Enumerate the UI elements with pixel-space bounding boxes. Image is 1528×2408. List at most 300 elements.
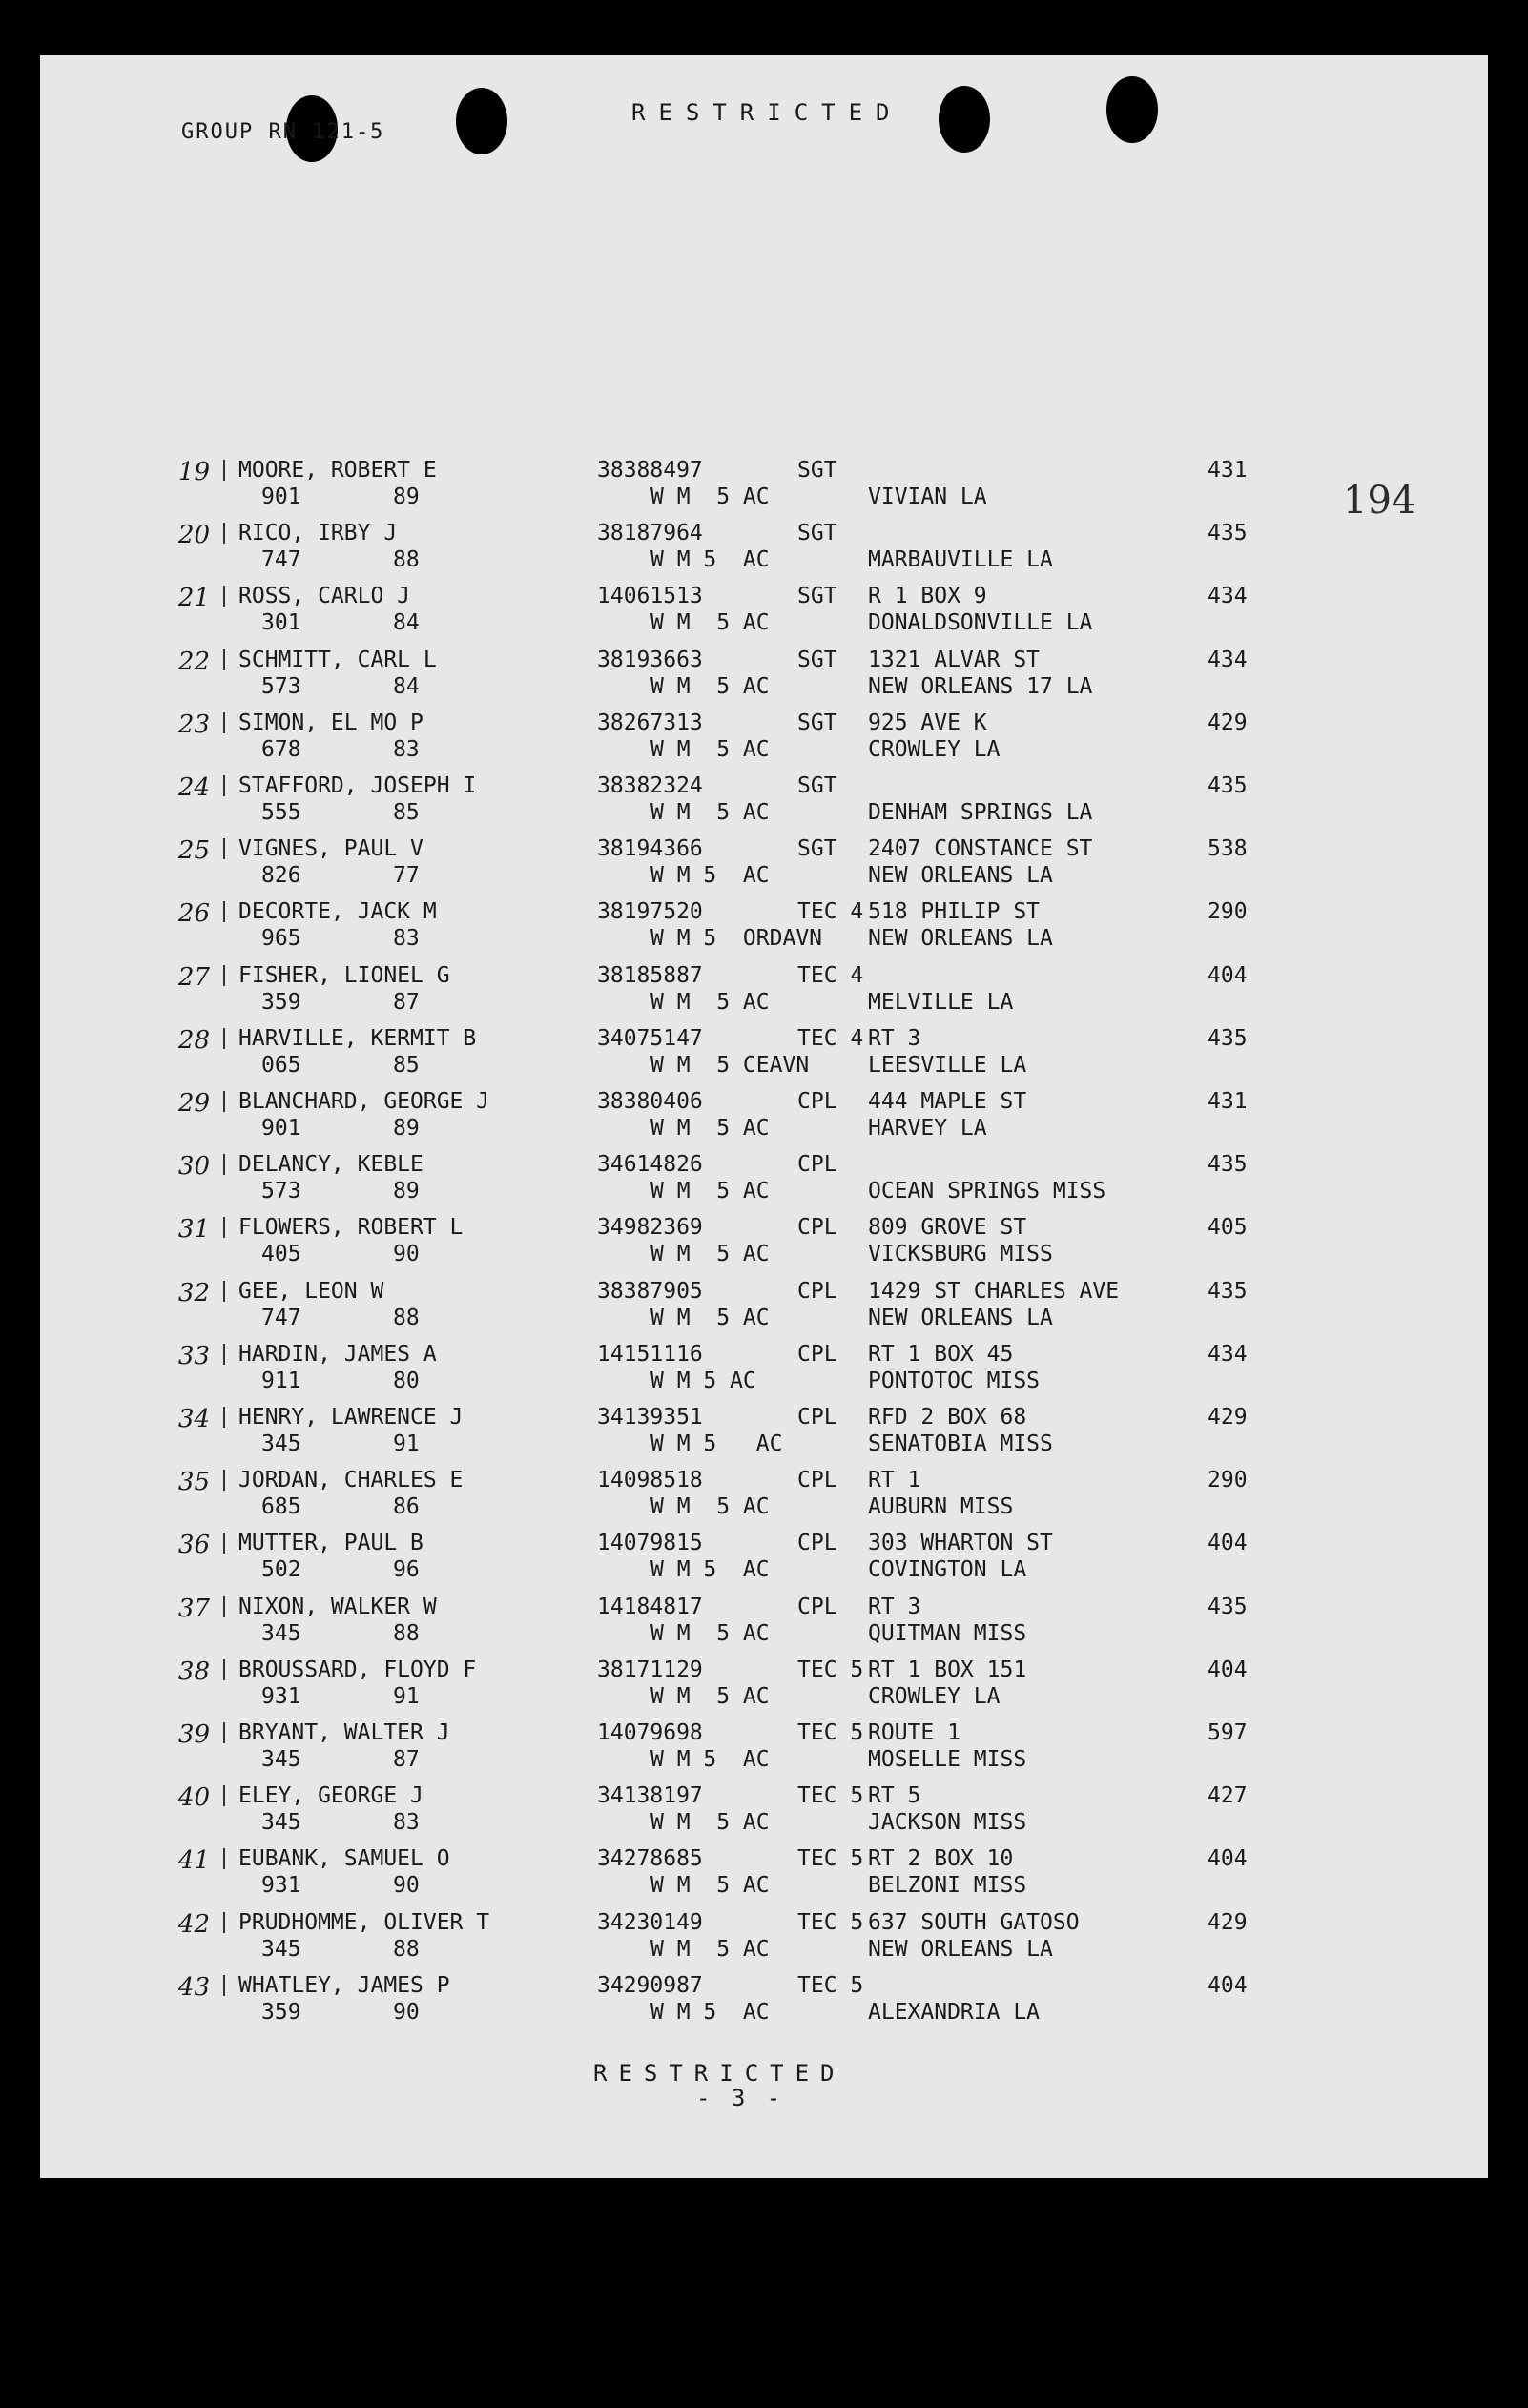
- entry-race-status: W M 5 AC: [650, 1683, 770, 1709]
- entry-code: 429: [1208, 1405, 1248, 1430]
- entry-name: FISHER, LIONEL G: [238, 962, 450, 988]
- entry-number: 31: [177, 1215, 210, 1245]
- entry-race-status: W M 5 AC: [650, 1810, 770, 1836]
- entry-rank: TEC 5: [797, 1909, 864, 1935]
- entry-name: RICO, IRBY J: [238, 521, 398, 546]
- entry-address-line1: RT 1 BOX 45: [868, 1341, 1014, 1367]
- entry-address-line1: R 1 BOX 9: [868, 584, 987, 609]
- entry-code: 290: [1208, 899, 1248, 925]
- roster-entry: [0, 1089, 1528, 1152]
- entry-rank: CPL: [797, 1468, 837, 1493]
- entry-code-b: 90: [393, 1242, 420, 1267]
- entry-race-status: W M 5 AC: [650, 989, 770, 1015]
- entry-race-status: W M 5 AC: [650, 610, 770, 636]
- entry-number: 43: [177, 1972, 210, 2002]
- entry-race-status: W M 5 AC: [650, 800, 770, 825]
- entry-code: 404: [1208, 1531, 1248, 1556]
- entry-address-line2: CROWLEY LA: [868, 736, 1001, 762]
- entry-divider: [223, 1407, 225, 1428]
- entry-code-a: 359: [261, 1999, 301, 2025]
- entry-code-a: 901: [261, 1116, 301, 1141]
- entry-code: 405: [1208, 1215, 1248, 1241]
- entry-code: 404: [1208, 1972, 1248, 1998]
- entry-code: 404: [1208, 1846, 1248, 1872]
- entry-address-line2: CROWLEY LA: [868, 1683, 1001, 1709]
- entry-race-status: W M 5 CEAVN: [650, 1052, 810, 1078]
- roster-entry: [0, 1468, 1528, 1531]
- entry-name: SIMON, EL MO P: [238, 710, 423, 735]
- entry-address-line2: OCEAN SPRINGS MISS: [868, 1179, 1106, 1204]
- entry-name: HARVILLE, KERMIT B: [238, 1025, 477, 1051]
- entry-divider: [223, 1217, 225, 1238]
- entry-rank: SGT: [797, 647, 837, 672]
- entry-number: 37: [177, 1594, 210, 1623]
- entry-race-status: W M 5 AC: [650, 1431, 783, 1456]
- roster-entry: [0, 458, 1528, 521]
- entry-code: 435: [1208, 773, 1248, 798]
- entry-code-a: 573: [261, 1179, 301, 1204]
- entry-name: EUBANK, SAMUEL O: [238, 1846, 450, 1872]
- entry-divider: [223, 901, 225, 922]
- entry-name: NIXON, WALKER W: [238, 1594, 437, 1619]
- entry-address-line2: MELVILLE LA: [868, 989, 1014, 1015]
- entry-code-b: 89: [393, 484, 420, 509]
- entry-serial: 14184817: [597, 1594, 703, 1619]
- entry-divider: [223, 460, 225, 481]
- entry-code: 435: [1208, 1594, 1248, 1619]
- entry-code-b: 91: [393, 1431, 420, 1456]
- entry-address-line2: VIVIAN LA: [868, 484, 987, 509]
- entry-rank: CPL: [797, 1089, 837, 1114]
- binder-hole-far-right: [1106, 76, 1158, 143]
- binder-hole-center: [456, 88, 507, 154]
- entry-race-status: W M 5 AC: [650, 1620, 770, 1646]
- entry-serial: 34139351: [597, 1405, 703, 1430]
- entry-code-a: 965: [261, 926, 301, 952]
- roster-entry: [0, 1152, 1528, 1215]
- entry-race-status: W M 5 AC: [650, 1873, 770, 1899]
- entry-code-b: 90: [393, 1873, 420, 1899]
- roster-entry: [0, 1531, 1528, 1594]
- entry-race-status: W M 5 AC: [650, 1936, 770, 1962]
- entry-address-line1: RT 1 BOX 151: [868, 1657, 1027, 1682]
- entry-race-status: W M 5 AC: [650, 1305, 770, 1330]
- entry-code-a: 931: [261, 1683, 301, 1709]
- header-restricted: RESTRICTED: [631, 99, 903, 126]
- roster-entry: [0, 1342, 1528, 1405]
- entry-code-a: 301: [261, 610, 301, 636]
- entry-name: GEE, LEON W: [238, 1278, 384, 1304]
- entry-code-b: 96: [393, 1557, 420, 1583]
- entry-code: 431: [1208, 1089, 1248, 1114]
- entry-address-line1: 1321 ALVAR ST: [868, 647, 1041, 672]
- entry-divider: [223, 1281, 225, 1302]
- entry-code-a: 359: [261, 989, 301, 1015]
- entry-address-line1: RT 5: [868, 1783, 921, 1809]
- entry-code-a: 685: [261, 1494, 301, 1520]
- entry-address-line1: 637 SOUTH GATOSO: [868, 1909, 1080, 1935]
- entry-address-line1: ROUTE 1: [868, 1720, 960, 1745]
- entry-rank: CPL: [797, 1594, 837, 1619]
- footer-page-number: - 3 -: [696, 2085, 785, 2111]
- entry-address-line2: QUITMAN MISS: [868, 1620, 1027, 1646]
- entry-code-a: 573: [261, 673, 301, 699]
- roster-entry: [0, 1657, 1528, 1720]
- entry-number: 30: [177, 1152, 210, 1182]
- entry-address-line2: VICKSBURG MISS: [868, 1242, 1053, 1267]
- entry-number: 29: [177, 1089, 210, 1118]
- entry-code-a: 901: [261, 484, 301, 509]
- entry-rank: TEC 4: [797, 899, 864, 925]
- entry-address-line1: RT 3: [868, 1025, 921, 1051]
- entry-name: STAFFORD, JOSEPH I: [238, 773, 477, 798]
- entry-name: SCHMITT, CARL L: [238, 647, 437, 672]
- entry-serial: 34230149: [597, 1909, 703, 1935]
- entry-code: 427: [1208, 1783, 1248, 1809]
- entry-code-b: 84: [393, 673, 420, 699]
- entry-code-a: 678: [261, 736, 301, 762]
- entry-code-a: 345: [261, 1810, 301, 1836]
- entry-code: 404: [1208, 962, 1248, 988]
- entry-name: FLOWERS, ROBERT L: [238, 1215, 464, 1241]
- entry-number: 35: [177, 1468, 210, 1497]
- entry-address-line1: 2407 CONSTANCE ST: [868, 836, 1093, 862]
- entry-divider: [223, 1091, 225, 1112]
- entry-serial: 14061513: [597, 584, 703, 609]
- entry-code: 538: [1208, 836, 1248, 862]
- entry-number: 28: [177, 1025, 210, 1055]
- entry-serial: 34614826: [597, 1152, 703, 1178]
- entry-rank: TEC 4: [797, 1025, 864, 1051]
- roster-entry: [0, 1910, 1528, 1973]
- entry-name: DECORTE, JACK M: [238, 899, 437, 925]
- entry-serial: 38387905: [597, 1278, 703, 1304]
- entry-address-line1: 444 MAPLE ST: [868, 1089, 1027, 1114]
- entry-address-line1: RT 1: [868, 1468, 921, 1493]
- entry-number: 34: [177, 1405, 210, 1433]
- entry-address-line2: BELZONI MISS: [868, 1873, 1027, 1899]
- roster-entry: [0, 521, 1528, 584]
- roster-entry: [0, 1783, 1528, 1846]
- entry-address-line1: 518 PHILIP ST: [868, 899, 1041, 925]
- entry-rank: SGT: [797, 521, 837, 546]
- entry-code: 429: [1208, 710, 1248, 735]
- entry-address-line1: RT 2 BOX 10: [868, 1846, 1014, 1872]
- entry-address-line1: RT 3: [868, 1594, 921, 1619]
- entry-rank: TEC 5: [797, 1720, 864, 1745]
- entry-serial: 14151116: [597, 1341, 703, 1367]
- entry-race-status: W M 5 AC: [650, 1179, 770, 1204]
- entry-rank: CPL: [797, 1405, 837, 1430]
- entry-code: 404: [1208, 1657, 1248, 1682]
- entry-code: 434: [1208, 647, 1248, 672]
- entry-number: 33: [177, 1341, 210, 1370]
- stamp-number: 194: [1343, 479, 1416, 523]
- roster-entry: [0, 648, 1528, 710]
- entry-address-line2: NEW ORLEANS 17 LA: [868, 673, 1093, 699]
- entry-address-line2: MARBAUVILLE LA: [868, 547, 1053, 573]
- entry-name: ELEY, GEORGE J: [238, 1783, 423, 1809]
- entry-code-a: 931: [261, 1873, 301, 1899]
- entry-serial: 34138197: [597, 1783, 703, 1809]
- entry-divider: [223, 712, 225, 733]
- entry-number: 36: [177, 1531, 210, 1560]
- entry-code-b: 87: [393, 989, 420, 1015]
- roster-entry: [0, 1215, 1528, 1278]
- entry-name: HENRY, LAWRENCE J: [238, 1405, 464, 1430]
- entry-divider: [223, 1596, 225, 1617]
- entry-name: BLANCHARD, GEORGE J: [238, 1089, 490, 1114]
- entry-rank: CPL: [797, 1531, 837, 1556]
- entry-code-b: 91: [393, 1683, 420, 1709]
- roster-entry: [0, 963, 1528, 1026]
- entry-number: 40: [177, 1783, 210, 1813]
- entry-code-b: 88: [393, 1620, 420, 1646]
- roster-entry: [0, 1720, 1528, 1783]
- entry-divider: [223, 649, 225, 670]
- entry-divider: [223, 1344, 225, 1365]
- entry-serial: 38267313: [597, 710, 703, 735]
- entry-code: 434: [1208, 1341, 1248, 1367]
- entry-number: 24: [177, 773, 210, 802]
- entry-code: 434: [1208, 584, 1248, 609]
- entry-code: 435: [1208, 1025, 1248, 1051]
- entry-address-line1: 1429 ST CHARLES AVE: [868, 1278, 1120, 1304]
- entry-number: 21: [177, 584, 210, 613]
- entry-divider: [223, 1722, 225, 1743]
- entry-divider: [223, 1975, 225, 1996]
- entry-code-b: 90: [393, 1999, 420, 2025]
- entry-code-b: 80: [393, 1368, 420, 1393]
- entry-code-b: 87: [393, 1747, 420, 1772]
- entry-race-status: W M 5 AC: [650, 1557, 770, 1583]
- entry-code: 290: [1208, 1468, 1248, 1493]
- entry-address-line2: AUBURN MISS: [868, 1494, 1014, 1520]
- entry-name: MUTTER, PAUL B: [238, 1531, 423, 1556]
- entry-address-line2: HARVEY LA: [868, 1116, 987, 1141]
- entry-rank: CPL: [797, 1152, 837, 1178]
- entry-code-b: 83: [393, 926, 420, 952]
- entry-number: 20: [177, 521, 210, 550]
- entry-serial: 38185887: [597, 962, 703, 988]
- entry-divider: [223, 1785, 225, 1806]
- entry-number: 39: [177, 1720, 210, 1749]
- entry-code-a: 555: [261, 800, 301, 825]
- entry-divider: [223, 775, 225, 796]
- roster-entry: [0, 899, 1528, 962]
- entry-race-status: W M 5 AC: [650, 863, 770, 889]
- entry-number: 25: [177, 836, 210, 866]
- entry-code-b: 85: [393, 1052, 420, 1078]
- entry-rank: SGT: [797, 458, 837, 483]
- entry-address-line1: 303 WHARTON ST: [868, 1531, 1053, 1556]
- roster-entry: [0, 836, 1528, 899]
- entry-number: 26: [177, 899, 210, 929]
- entry-divider: [223, 1659, 225, 1680]
- entry-address-line2: COVINGTON LA: [868, 1557, 1027, 1583]
- entry-serial: 14079698: [597, 1720, 703, 1745]
- binder-hole-right: [939, 86, 990, 153]
- entry-serial: 34075147: [597, 1025, 703, 1051]
- entry-rank: TEC 5: [797, 1657, 864, 1682]
- entry-code-a: 405: [261, 1242, 301, 1267]
- entry-code: 431: [1208, 458, 1248, 483]
- entry-rank: SGT: [797, 773, 837, 798]
- entry-name: DELANCY, KEBLE: [238, 1152, 423, 1178]
- entry-serial: 38382324: [597, 773, 703, 798]
- entry-divider: [223, 838, 225, 859]
- entry-name: WHATLEY, JAMES P: [238, 1972, 450, 1998]
- entry-serial: 38187964: [597, 521, 703, 546]
- entry-serial: 38194366: [597, 836, 703, 862]
- entry-address-line1: 925 AVE K: [868, 710, 987, 735]
- entry-race-status: W M 5 AC: [650, 1747, 770, 1772]
- entry-code-a: 345: [261, 1431, 301, 1456]
- entry-serial: 38197520: [597, 899, 703, 925]
- entry-code-b: 88: [393, 1305, 420, 1330]
- entry-number: 41: [177, 1846, 210, 1876]
- entry-number: 19: [177, 458, 210, 486]
- entry-code: 429: [1208, 1909, 1248, 1935]
- entry-serial: 34290987: [597, 1972, 703, 1998]
- entry-rank: CPL: [797, 1341, 837, 1367]
- entry-name: ROSS, CARLO J: [238, 584, 411, 609]
- entry-code-a: 502: [261, 1557, 301, 1583]
- entry-divider: [223, 1912, 225, 1933]
- entry-serial: 38171129: [597, 1657, 703, 1682]
- entry-rank: TEC 4: [797, 962, 864, 988]
- footer-restricted: RESTRICTED: [593, 2060, 846, 2087]
- entry-divider: [223, 1154, 225, 1175]
- entry-address-line2: MOSELLE MISS: [868, 1747, 1027, 1772]
- entry-rank: TEC 5: [797, 1783, 864, 1809]
- entry-serial: 34278685: [597, 1846, 703, 1872]
- entry-number: 23: [177, 710, 210, 739]
- entry-rank: CPL: [797, 1215, 837, 1241]
- entry-race-status: W M 5 AC: [650, 484, 770, 509]
- entry-code-b: 89: [393, 1179, 420, 1204]
- entry-name: BROUSSARD, FLOYD F: [238, 1657, 477, 1682]
- entry-address-line2: JACKSON MISS: [868, 1810, 1027, 1836]
- entry-code-a: 065: [261, 1052, 301, 1078]
- entry-address-line2: LEESVILLE LA: [868, 1052, 1027, 1078]
- entry-code-b: 83: [393, 736, 420, 762]
- entry-serial: 14079815: [597, 1531, 703, 1556]
- entry-code-a: 747: [261, 547, 301, 573]
- entry-name: JORDAN, CHARLES E: [238, 1468, 464, 1493]
- entry-race-status: W M 5 AC: [650, 1368, 756, 1393]
- entry-code-a: 345: [261, 1747, 301, 1772]
- entry-divider: [223, 1470, 225, 1491]
- entry-number: 42: [177, 1909, 210, 1939]
- roster-entry: [0, 1846, 1528, 1909]
- entry-serial: 14098518: [597, 1468, 703, 1493]
- entry-number: 22: [177, 647, 210, 676]
- entry-code-a: 345: [261, 1936, 301, 1962]
- entry-address-line1: 809 GROVE ST: [868, 1215, 1027, 1241]
- entry-number: 32: [177, 1278, 210, 1307]
- entry-rank: SGT: [797, 836, 837, 862]
- entry-divider: [223, 1848, 225, 1869]
- roster-entry: [0, 710, 1528, 773]
- entry-code-b: 88: [393, 1936, 420, 1962]
- entry-serial: 38388497: [597, 458, 703, 483]
- roster-entry: [0, 1026, 1528, 1089]
- roster-entry: [0, 584, 1528, 647]
- entry-serial: 38380406: [597, 1089, 703, 1114]
- entry-race-status: W M 5 AC: [650, 1494, 770, 1520]
- entry-name: MOORE, ROBERT E: [238, 458, 437, 483]
- entry-address-line1: RFD 2 BOX 68: [868, 1405, 1027, 1430]
- entry-code-b: 83: [393, 1810, 420, 1836]
- entry-code-b: 77: [393, 863, 420, 889]
- roster-entry: [0, 1405, 1528, 1468]
- entry-address-line2: PONTOTOC MISS: [868, 1368, 1041, 1393]
- entry-serial: 34982369: [597, 1215, 703, 1241]
- entry-name: BRYANT, WALTER J: [238, 1720, 450, 1745]
- entry-divider: [223, 1028, 225, 1049]
- roster-entry: [0, 1973, 1528, 2036]
- entry-name: VIGNES, PAUL V: [238, 836, 423, 862]
- roster-entry: [0, 1595, 1528, 1657]
- entry-divider: [223, 523, 225, 544]
- entry-divider: [223, 965, 225, 986]
- entry-code-a: 911: [261, 1368, 301, 1393]
- entry-number: 27: [177, 962, 210, 992]
- entry-code-b: 84: [393, 610, 420, 636]
- entry-code-a: 826: [261, 863, 301, 889]
- entry-address-line2: NEW ORLEANS LA: [868, 926, 1053, 952]
- entry-address-line2: ALEXANDRIA LA: [868, 1999, 1041, 2025]
- entry-address-line2: DONALDSONVILLE LA: [868, 610, 1093, 636]
- entry-address-line2: DENHAM SPRINGS LA: [868, 800, 1093, 825]
- entry-code-a: 747: [261, 1305, 301, 1330]
- entry-race-status: W M 5 ORDAVN: [650, 926, 823, 952]
- entry-divider: [223, 586, 225, 607]
- entry-divider: [223, 1533, 225, 1554]
- entry-race-status: W M 5 AC: [650, 547, 770, 573]
- entry-rank: TEC 5: [797, 1846, 864, 1872]
- entry-number: 38: [177, 1657, 210, 1686]
- entry-code: 435: [1208, 1278, 1248, 1304]
- roster-entry: [0, 773, 1528, 836]
- entry-name: HARDIN, JAMES A: [238, 1341, 437, 1367]
- entry-race-status: W M 5 AC: [650, 1242, 770, 1267]
- entry-rank: SGT: [797, 584, 837, 609]
- entry-race-status: W M 5 AC: [650, 1116, 770, 1141]
- entry-code-b: 89: [393, 1116, 420, 1141]
- entry-name: PRUDHOMME, OLIVER T: [238, 1909, 490, 1935]
- entry-race-status: W M 5 AC: [650, 736, 770, 762]
- roster-entry: [0, 1279, 1528, 1342]
- entry-rank: TEC 5: [797, 1972, 864, 1998]
- entry-serial: 38193663: [597, 647, 703, 672]
- entry-address-line2: NEW ORLEANS LA: [868, 863, 1053, 889]
- entry-address-line2: NEW ORLEANS LA: [868, 1936, 1053, 1962]
- entry-race-status: W M 5 AC: [650, 1999, 770, 2025]
- entry-rank: SGT: [797, 710, 837, 735]
- entry-address-line2: NEW ORLEANS LA: [868, 1305, 1053, 1330]
- entry-rank: CPL: [797, 1278, 837, 1304]
- entry-race-status: W M 5 AC: [650, 673, 770, 699]
- entry-code: 435: [1208, 521, 1248, 546]
- group-label: GROUP RN 121-5: [181, 120, 385, 144]
- entry-code: 597: [1208, 1720, 1248, 1745]
- entry-address-line2: SENATOBIA MISS: [868, 1431, 1053, 1456]
- entry-code-a: 345: [261, 1620, 301, 1646]
- entry-code-b: 88: [393, 547, 420, 573]
- entry-code-b: 86: [393, 1494, 420, 1520]
